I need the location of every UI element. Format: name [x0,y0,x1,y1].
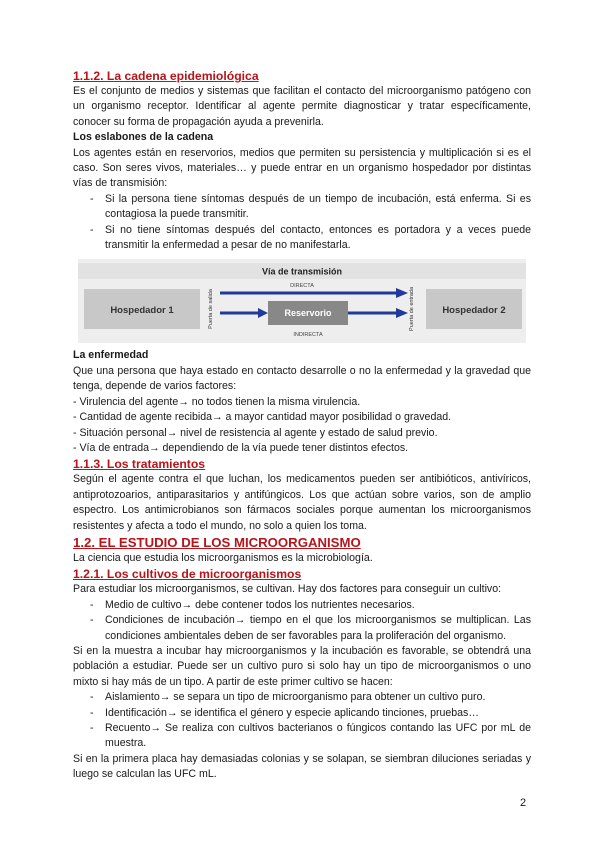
diagram-title: Vía de transmisión [261,266,343,277]
direct-label: DIRECTA [290,283,314,290]
section-heading-cadena: 1.1.2. La cadena epidemiológica [73,69,259,83]
cultivo-steps-list [73,690,531,752]
list-item: - Medio de cultivo→ debe contener todos los nutrientes necesarios. [90,598,415,611]
cultivos-text-1: Para estudiar los microorganismos, se cultivan. Hay dos factores para conseguir un cultivo: [73,583,502,596]
section-heading-estudio: 1.2. EL ESTUDIO DE LOS MICROORGANISMO [73,534,361,550]
document-page [73,68,531,783]
page-number: 2 [520,797,527,809]
entry-door-label: Puerta de entrada [409,287,415,332]
enfermedad-text: Que una persona que haya estado en contacto desarrolle o no la enfermedad y la gravedad que tenga, depende de varios factores: [73,364,531,393]
list-item: - Condiciones de incubación→ tiempo en el que los microorganismos se multiplican. Las condiciones ambientales deben de ser favorables para la proliferación del organismo. [90,614,531,642]
host1-label: Hospedador 1 [110,305,174,317]
cadena-intro: Es el conjunto de medios y sistemas que facilitan el contacto del microorganismo patógeno con un organismo receptor. Identificar al agente permite diagnosticar y tratar específicamente, conocer su forma de propagación ayuda a prevenirla. [73,85,531,128]
cultivos-text-2: Si en la muestra a incubar hay microorganismos y la incubación es favorable, se obtendrá una población a estudiar. Puede ser un cultivo puro si solo hay un tipo de microorganismos o uno mixto si hay más de un tipo. A partir de este primer cultivo se hacen: [73,644,531,688]
list-item: - Aislamiento→ se separa un tipo de microorganismo para obtener un cultivo puro. [90,691,486,704]
section-heading-cultivos: 1.2.1. Los cultivos de microorganismos [73,567,302,582]
cultivos-text-3: Si en la primera placa hay demasiadas colonias y se solapan, se siembran diluciones seriadas y luego se calculan las UFC mL. [73,752,531,781]
cultivo-factors-list [73,598,531,644]
list-item: - Identificación→ se identifica el género y especie aplicando tinciones, pruebas… [90,706,479,719]
transmission-diagram-svg [78,259,526,343]
list-item: - Cantidad de agente recibida→ a mayor cantidad mayor posibilidad o gravedad. [73,411,452,424]
list-item: - Virulencia del agente→ no todos tienen la misma virulencia. [73,395,361,408]
reservoir-label: Reservorio [284,308,332,319]
eslabones-list [73,192,531,254]
host2-label: Hospedador 2 [442,305,506,317]
exit-door-label: Puerta de salida [208,289,214,330]
list-item: - Recuento→ Se realiza con cultivos bacterianos o fúngicos contando las UFC por mL de muestra. [90,722,531,750]
list-item: - Situación personal→ nivel de resistencia al agente y estado de salud previo. [73,426,438,439]
eslabones-text: Los agentes están en reservorios, medios que permiten su persistencia y multiplicación si es el caso. Son seres vivos, materiales… y puede entrar en un organismo hospedador por distintas vías de transmisión: [73,146,531,190]
tratamientos-text: Según el agente contra el que luchan, los medicamentos pueden ser antibióticos, antivíricos, antiprotozoarios, antiparasitarios y antifúngicos. Los que actúan sobre varios, son de amplio espectro. Los antimicrobianos son fármacos sociales porque aumentan los microorganismos resistentes y afecta a todo el mundo, no solo a quien los toma. [73,473,531,532]
factores-list [73,395,531,457]
enfermedad-title: La enfermedad [73,349,149,362]
section-heading-tratamientos: 1.1.3. Los tratamientos [73,457,206,472]
list-item: - Vía de entrada→ dependiendo de la vía puede tener distintos efectos. [73,441,409,454]
indirect-label: INDIRECTA [293,332,323,339]
list-item: - Si la persona tiene síntomas después de un tiempo de incubación, está enferma. Si es contagiosa la puede transmitir. [90,192,531,221]
list-item: - Si no tiene síntomas después del contacto, entonces es portadora y a veces puede transmitir la enfermedad a pesar de no manifestarla. [90,223,531,252]
eslabones-title: Los eslabones de la cadena [73,131,214,144]
estudio-text: La ciencia que estudia los microorganismos es la microbiología. [73,551,373,564]
transmission-diagram [78,259,526,343]
